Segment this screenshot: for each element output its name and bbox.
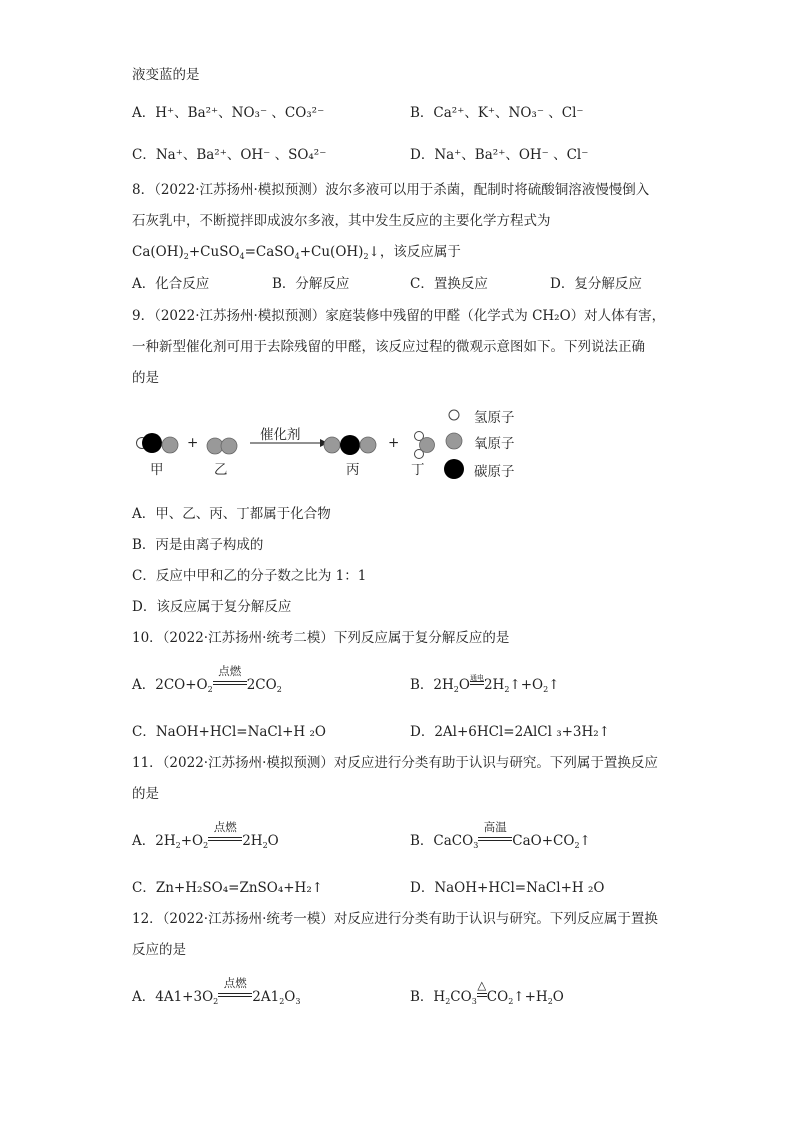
legend-oxygen-label: 氧原子 bbox=[474, 436, 515, 452]
q7-option-d: D．Na⁺、Ba²⁺、OH⁻ 、Cl⁻ bbox=[410, 147, 589, 163]
carbon-atom bbox=[340, 435, 360, 455]
q11-option-d: D．NaOH+HCl=NaCl+H ₂O bbox=[410, 880, 605, 896]
q8-stem-line1: 8．（2022·江苏扬州·模拟预测）波尔多液可以用于杀菌，配制时将硫酸铜溶液慢慢倒入 bbox=[132, 182, 650, 198]
q8-stem-line2: 石灰乳中，不断搅拌即成波尔多液，其中发生反应的主要化学方程式为 bbox=[132, 213, 551, 229]
legend-oxygen-icon bbox=[446, 433, 462, 449]
legend-hydrogen-label: 氢原子 bbox=[474, 410, 515, 426]
q7-option-c: C．Na⁺、Ba²⁺、OH⁻ 、SO₄²⁻ bbox=[132, 147, 327, 163]
label-ding: 丁 bbox=[411, 462, 425, 478]
carbon-atom bbox=[142, 433, 162, 453]
q9-stem-line1: 9．（2022·江苏扬州·模拟预测）家庭装修中残留的甲醛（化学式为 CH₂O）对人体有害， bbox=[132, 308, 666, 324]
q8-option-c: C．置换反应 bbox=[410, 276, 488, 292]
q9-option-d: D．该反应属于复分解反应 bbox=[132, 599, 292, 615]
oxygen-atom bbox=[420, 438, 435, 453]
q9-stem-line3: 的是 bbox=[132, 370, 159, 386]
q8-option-d: D．复分解反应 bbox=[550, 276, 642, 292]
q9-option-b: B．丙是由离子构成的 bbox=[132, 537, 264, 553]
plus-sign-2: + bbox=[388, 435, 400, 451]
legend-hydrogen-icon bbox=[449, 410, 459, 420]
continuation-text: 液变蓝的是 bbox=[132, 67, 200, 83]
q7-option-a: A．H⁺、Ba²⁺、NO₃⁻ 、CO₃²⁻ bbox=[132, 105, 325, 121]
q12-option-b: B．$H_2CO_3$ △ $CO_2↑+H_2O$ bbox=[410, 978, 564, 1006]
q10-stem: 10．（2022·江苏扬州·统考二模）下列反应属于复分解反应的是 bbox=[132, 630, 510, 646]
catalyst-label: 催化剂 bbox=[260, 427, 301, 443]
q11-stem-line1: 11．（2022·江苏扬州·模拟预测）对反应进行分类有助于认识与研究。下列属于置换反应 bbox=[132, 755, 658, 771]
label-jia: 甲 bbox=[150, 462, 164, 478]
q8-equation: $Ca(OH)_2+CuSO_4=CaSO_4+Cu(OH)_2↓$，该反应属于 bbox=[132, 244, 461, 261]
q12-stem-line1: 12．（2022·江苏扬州·统考一模）对反应进行分类有助于认识与研究。下列反应属于置换 bbox=[132, 911, 658, 927]
q9-stem-line2: 一种新型催化剂可用于去除残留的甲醛，该反应过程的微观示意图如下。下列说法正确 bbox=[132, 339, 645, 355]
q11-stem-line2: 的是 bbox=[132, 786, 159, 802]
oxygen-atom bbox=[162, 437, 178, 453]
q11-option-b: B．CaCO$_3$ 高温 $CaO+CO_2↑$ bbox=[410, 820, 591, 850]
q11-option-c: C．Zn+H₂SO₄=ZnSO₄+H₂↑ bbox=[132, 880, 324, 896]
reaction-micro-diagram bbox=[132, 403, 552, 483]
q10-option-a: A．$2CO+O_2$ 点燃 $2CO_2$ bbox=[132, 664, 282, 694]
q8-option-a: A．化合反应 bbox=[132, 276, 210, 292]
q11-option-a: A．$2H_2+O_2$ 点燃 $2H_2O$ bbox=[132, 820, 279, 850]
q8-option-b: B．分解反应 bbox=[272, 276, 350, 292]
q9-option-c: C．反应中甲和乙的分子数之比为 1：1 bbox=[132, 568, 367, 584]
oxygen-atom bbox=[324, 437, 340, 453]
q9-option-a: A．甲、乙、丙、丁都属于化合物 bbox=[132, 506, 331, 522]
legend-carbon-label: 碳原子 bbox=[474, 464, 515, 480]
label-yi: 乙 bbox=[214, 462, 228, 478]
legend-carbon-icon bbox=[444, 459, 464, 479]
q10-option-c: C．NaOH+HCl=NaCl+H ₂O bbox=[132, 724, 326, 740]
oxygen-atom bbox=[221, 438, 237, 454]
label-bing: 丙 bbox=[346, 462, 360, 478]
q7-option-b: B．Ca²⁺、K⁺、NO₃⁻ 、Cl⁻ bbox=[410, 105, 584, 121]
oxygen-atom bbox=[360, 437, 376, 453]
q12-stem-line2: 反应的是 bbox=[132, 942, 186, 958]
q10-option-b: B．$2H_2O$ 通电 $2H_2↑+O_2↑$ bbox=[410, 674, 560, 694]
plus-sign-1: + bbox=[187, 435, 199, 451]
q12-option-a: A．$4A1+3O_2$ 点燃 $2A1_2O_3$ bbox=[132, 976, 301, 1006]
q10-option-d: D．2Al+6HCl=2AlCl ₃+3H₂↑ bbox=[410, 724, 611, 740]
